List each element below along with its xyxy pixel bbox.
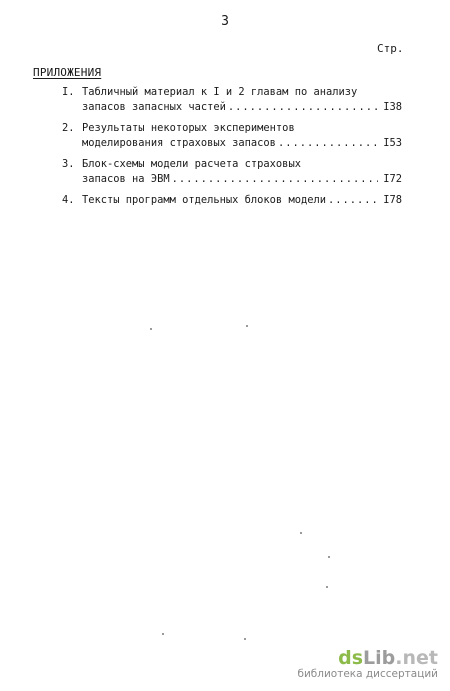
toc-entry-page: I38	[383, 101, 402, 113]
toc-entry-number: 2.	[62, 122, 75, 134]
scan-speck	[326, 586, 328, 588]
toc-entry-title-line2: запасов на ЭВМ	[82, 173, 170, 185]
section-title: ПРИЛОЖЕНИЯ	[33, 66, 102, 79]
toc-entry-title-line1: Результаты некоторых экспериментов	[82, 122, 295, 134]
toc-entry	[62, 193, 402, 208]
toc-entry-page: I72	[383, 173, 402, 185]
scan-speck	[150, 328, 152, 330]
dslib-logo: dsLib.net	[338, 647, 438, 669]
toc-entry-number: 3.	[62, 158, 75, 170]
toc-entry-title-line1: Блок-схемы модели расчета страховых	[82, 158, 301, 170]
toc-dot-leader	[172, 172, 378, 187]
toc-dot-leader	[228, 100, 378, 115]
scan-speck	[244, 638, 246, 640]
toc-entry	[62, 121, 402, 151]
scan-speck	[246, 325, 248, 327]
pages-column-header: Стр.	[377, 42, 404, 55]
toc-entry	[62, 157, 402, 187]
toc-entry-page: I53	[383, 137, 402, 149]
toc-entry-title-line2: Тексты программ отдельных блоков модели	[82, 194, 326, 206]
toc-entry-number: 4.	[62, 194, 75, 206]
toc-entry-title-line2: запасов запасных частей	[82, 101, 226, 113]
toc-entry-title-line2: моделирования страховых запасов	[82, 137, 276, 149]
toc-entry	[62, 85, 402, 115]
toc-dot-leader	[328, 193, 378, 208]
toc-entry-title-line1: Табличный материал к I и 2 главам по анализу	[82, 86, 358, 98]
table-of-contents	[62, 85, 402, 214]
toc-entry-page: I78	[383, 194, 402, 206]
scan-speck	[162, 633, 164, 635]
toc-dot-leader	[278, 136, 378, 151]
dslib-watermark	[297, 648, 438, 681]
dslib-subtitle: библиотека диссертаций	[297, 668, 438, 680]
page-number: 3	[221, 14, 229, 29]
scan-speck	[328, 556, 330, 558]
toc-entry-number: I.	[62, 86, 75, 98]
scan-speck	[300, 532, 302, 534]
